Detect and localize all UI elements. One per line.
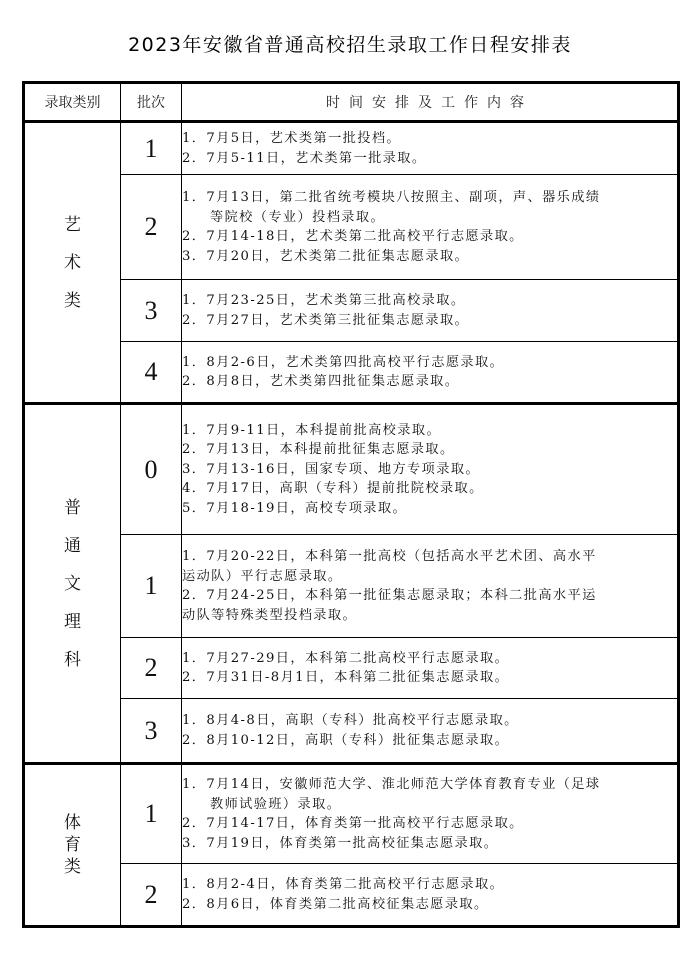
- schedule-line: 3．7月13-16日，国家专项、地方专项录取。: [182, 461, 480, 477]
- table-row: [24, 122, 679, 175]
- schedule-line: 2．7月27日，艺术类第三批征集志愿录取。: [182, 312, 470, 328]
- schedule-line: 1．7月27-29日，本科第二批高校平行志愿录取。: [182, 650, 510, 666]
- schedule-line: 1．7月20-22日，本科第一批高校（包括高水平艺术团、高水平: [182, 549, 597, 564]
- batch-cell: 2: [121, 864, 182, 927]
- batch-cell: 2: [121, 175, 182, 280]
- category-char: 普: [64, 497, 81, 518]
- table-row: [24, 699, 679, 764]
- category-char: 文: [64, 573, 81, 594]
- schedule-line: 3．7月19日，体育类第一批高校征集志愿录取。: [182, 835, 499, 851]
- batch-cell: 3: [121, 280, 182, 342]
- header-content: 时间安排及工作内容: [182, 83, 679, 122]
- schedule-line: 2．8月10-12日，高职（专科）批征集志愿录取。: [182, 732, 510, 748]
- table-row: [24, 638, 679, 699]
- schedule-line: 1．7月14日，安徽师范大学、淮北师范大学体育教育专业（足球: [182, 777, 601, 792]
- schedule-line: 3．7月20日，艺术类第二批征集志愿录取。: [182, 248, 470, 264]
- table-row: [24, 535, 679, 638]
- schedule-line: 2．7月14-18日，艺术类第二批高校平行志愿录取。: [182, 229, 524, 244]
- table-row: [24, 280, 679, 342]
- schedule-line: 2．7月14-17日，体育类第一批高校平行志愿录取。: [182, 816, 524, 831]
- category-char: 体: [64, 813, 81, 833]
- schedule-line: 2．7月24-25日，本科第一批征集志愿录取；本科二批高水平运: [182, 588, 597, 603]
- category-char: 术: [64, 252, 81, 273]
- header-batch: 批次: [121, 83, 182, 122]
- category-cell-sports: [24, 764, 121, 927]
- category-cell-general: [24, 404, 121, 764]
- schedule-line: 2．8月6日，体育类第二批高校征集志愿录取。: [182, 896, 489, 912]
- category-char: 类: [64, 857, 81, 877]
- schedule-line: 2．7月5-11日，艺术类第一批录取。: [182, 150, 427, 166]
- schedule-line-continuation: 等院校（专业）投档录取。: [210, 209, 386, 225]
- schedule-line-continuation: 运动队）平行志愿录取。: [182, 568, 343, 584]
- schedule-line: 1．7月23-25日，艺术类第三批高校录取。: [182, 293, 466, 308]
- schedule-line: 2．7月13日，本科提前批征集志愿录取。: [182, 442, 455, 458]
- schedule-line: 2．7月31日-8月1日，本科第二批征集志愿录取。: [182, 670, 510, 685]
- schedule-line-continuation: 教师试验班）录取。: [210, 796, 342, 812]
- content-cell: [182, 280, 679, 342]
- category-char: 理: [64, 611, 81, 632]
- table-row: [24, 404, 679, 535]
- content-cell: [182, 864, 679, 927]
- content-cell: [182, 535, 679, 638]
- batch-cell: 4: [121, 342, 182, 404]
- schedule-line: 4．7月17日，高职（专科）提前批院校录取。: [182, 481, 484, 497]
- schedule-line: 1．8月4-8日，高职（专科）批高校平行志愿录取。: [182, 713, 519, 728]
- batch-cell: 0: [121, 404, 182, 535]
- schedule-line: 1．7月5日，艺术类第一批投档。: [182, 131, 402, 146]
- category-char: 类: [64, 290, 81, 311]
- category-char: 育: [64, 835, 81, 855]
- schedule-line: 5．7月18-19日，高校专项录取。: [182, 500, 408, 516]
- table-row: [24, 342, 679, 404]
- content-cell: [182, 638, 679, 699]
- page-title: 2023年安徽省普通高校招生录取工作日程安排表: [128, 34, 572, 56]
- content-cell: [182, 342, 679, 404]
- content-cell: [182, 699, 679, 764]
- table-row: [24, 764, 679, 864]
- schedule-line: 2．8月8日，艺术类第四批征集志愿录取。: [182, 374, 460, 389]
- content-cell: [182, 175, 679, 280]
- batch-cell: 1: [121, 764, 182, 864]
- schedule-table: [22, 81, 680, 928]
- batch-cell: 2: [121, 638, 182, 699]
- header-category: 录取类别: [24, 83, 121, 122]
- schedule-line: 1．7月13日，第二批省统考模块八按照主、副项，声、器乐成绩: [182, 190, 601, 205]
- table-row: [24, 864, 679, 927]
- schedule-line: 1．7月9-11日，本科提前批高校录取。: [182, 422, 442, 438]
- content-cell: [182, 764, 679, 864]
- category-char: 科: [64, 649, 81, 670]
- content-cell: [182, 404, 679, 535]
- category-char: 通: [64, 535, 81, 556]
- table-row: [24, 175, 679, 280]
- content-cell: [182, 122, 679, 175]
- table-header-row: [24, 83, 679, 122]
- schedule-line-continuation: 动队等特殊类型投档录取。: [182, 607, 358, 623]
- schedule-line: 1．8月2-4日，体育类第二批高校平行志愿录取。: [182, 877, 505, 892]
- batch-cell: 3: [121, 699, 182, 764]
- category-cell-art: [24, 122, 121, 404]
- batch-cell: 1: [121, 122, 182, 175]
- schedule-line: 1．8月2-6日，艺术类第四批高校平行志愿录取。: [182, 354, 505, 370]
- category-char: 艺: [64, 214, 81, 235]
- batch-cell: 1: [121, 535, 182, 638]
